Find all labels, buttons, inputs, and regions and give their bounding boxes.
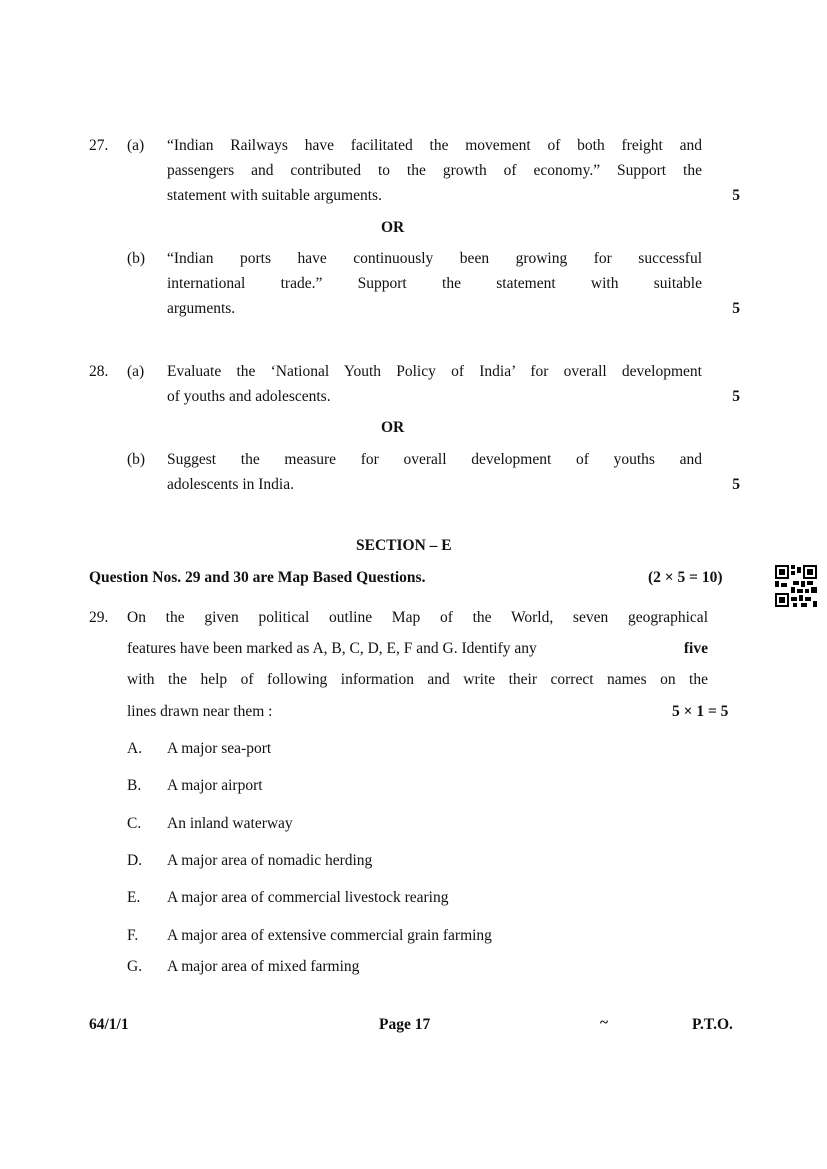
item-label: C. — [127, 815, 142, 832]
question-text-line — [127, 638, 708, 660]
marks: 5 — [732, 300, 740, 317]
item-text: A major area of mixed farming — [167, 958, 360, 975]
or-separator: OR — [381, 219, 405, 236]
question-number: 28. — [89, 363, 109, 380]
question-text: with the help of following information and write their correct names on the — [127, 671, 708, 688]
item-text: A major area of extensive commercial grain farming — [167, 927, 492, 944]
item-text: A major area of commercial livestock rearing — [167, 889, 449, 906]
item-label: A. — [127, 740, 143, 757]
section-marks: (2 × 5 = 10) — [648, 569, 723, 586]
question-number: 27. — [89, 137, 109, 154]
pto-label: P.T.O. — [692, 1016, 733, 1033]
question-text: “Indian ports have continuously been growing for successful — [167, 250, 702, 267]
option-label: (a) — [127, 137, 145, 154]
question-text: adolescents in India. — [167, 476, 294, 493]
option-label: (b) — [127, 250, 146, 267]
item-label: G. — [127, 958, 143, 975]
item-text: A major sea-port — [167, 740, 272, 757]
question-text: statement with suitable arguments. — [167, 187, 382, 204]
option-label: (a) — [127, 363, 145, 380]
question-text: arguments. — [167, 300, 236, 317]
section-title: SECTION – E — [356, 537, 452, 554]
question-text: passengers and contributed to the growth of economy.” Support the — [167, 162, 702, 179]
question-text: lines drawn near them : — [127, 703, 273, 720]
question-text: “Indian Railways have facilitated the movement of both freight and — [167, 137, 702, 154]
question-text: of youths and adolescents. — [167, 388, 331, 405]
item-text: A major airport — [167, 777, 263, 794]
item-label: B. — [127, 777, 142, 794]
item-text: An inland waterway — [167, 815, 293, 832]
marks: 5 — [732, 187, 740, 204]
paper-code: 64/1/1 — [89, 1016, 129, 1033]
question-text: features have been marked as A, B, C, D, E, F and G. Identify any — [127, 640, 537, 657]
section-instruction: Question Nos. 29 and 30 are Map Based Questions. — [89, 569, 426, 586]
marks: 5 — [732, 476, 740, 493]
page-number: Page 17 — [379, 1016, 431, 1033]
question-number: 29. — [89, 609, 109, 626]
item-label: D. — [127, 852, 143, 869]
question-text: international trade.” Support the statement with suitable — [167, 275, 702, 292]
question-text: Evaluate the ‘National Youth Policy of India’ for overall development — [167, 363, 702, 380]
item-label: E. — [127, 889, 141, 906]
emphasis-text: five — [683, 640, 708, 657]
question-text: Suggest the measure for overall development of youths and — [167, 451, 702, 468]
option-label: (b) — [127, 451, 146, 468]
item-text: A major area of nomadic herding — [167, 852, 373, 869]
marks: 5 — [732, 388, 740, 405]
tilde-mark: ~ — [600, 1014, 609, 1031]
item-label: F. — [127, 927, 139, 944]
qr-code — [775, 565, 817, 607]
marks: 5 × 1 = 5 — [672, 703, 729, 720]
or-separator: OR — [381, 419, 405, 436]
question-text: On the given political outline Map of the World, seven geographical — [127, 609, 708, 626]
